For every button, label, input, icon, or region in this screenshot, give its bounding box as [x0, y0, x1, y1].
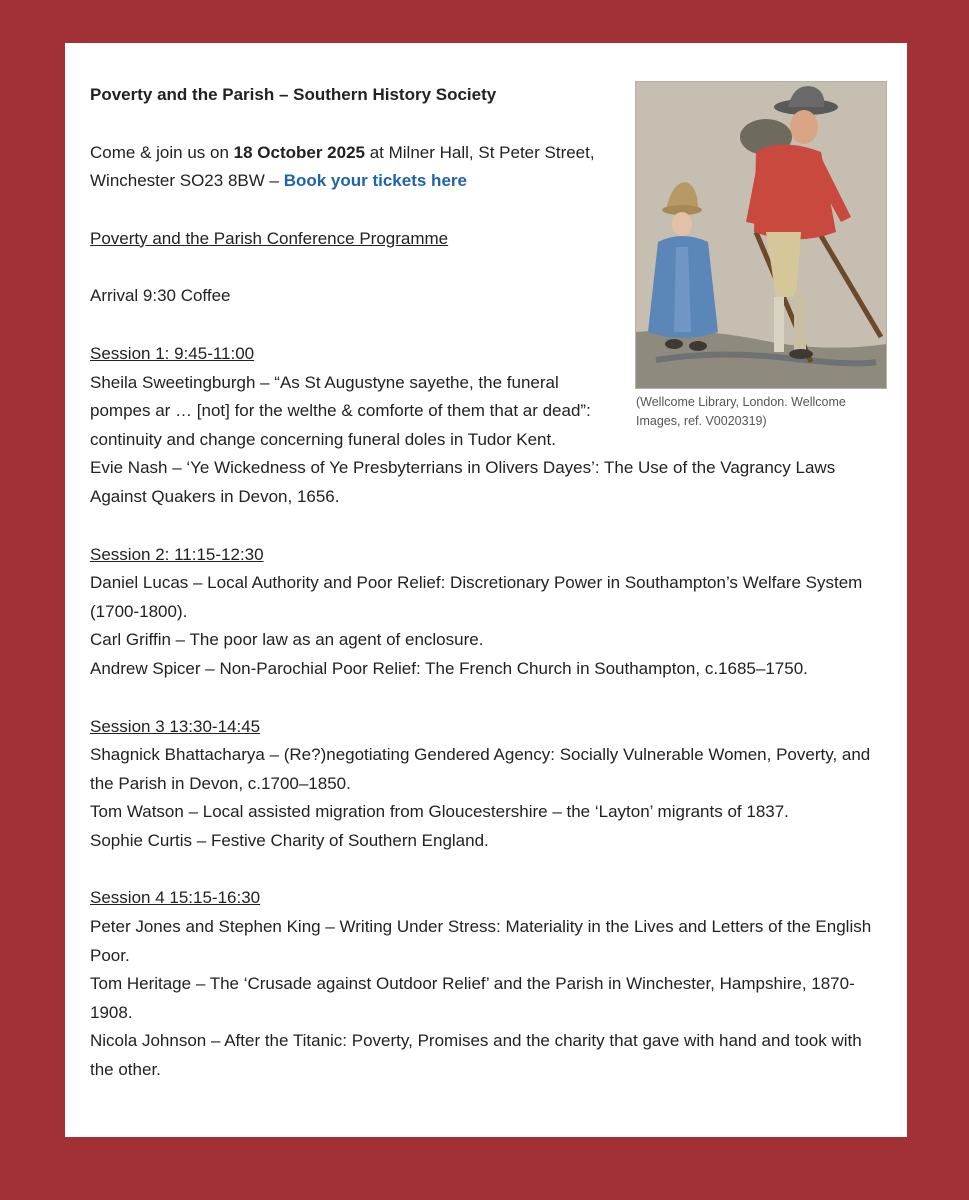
session-2-talk: Daniel Lucas – Local Authority and Poor Relief: Discretionary Power in Southampton’s Welfare System (1700-1800). [90, 573, 863, 621]
session-3-talk: Shagnick Bhattacharya – (Re?)negotiating Gendered Agency: Socially Vulnerable Women, Poverty, and the Parish in Devon, c.1700–1850. [90, 745, 871, 793]
event-date: 18 October 2025 [233, 142, 365, 162]
session-4-talk: Nicola Johnson – After the Titanic: Poverty, Promises and the charity that gave with hand and took with the other. [90, 1031, 862, 1080]
event-card [65, 43, 907, 1137]
arrival-text: Arrival 9:30 Coffee [90, 286, 231, 306]
session-3-heading: Session 3 13:30-14:45 [90, 716, 261, 736]
session-2-talk: Andrew Spicer – Non-Parochial Poor Relief: The French Church in Southampton, c.1685–1750. [90, 658, 808, 678]
session-2-talk: Carl Griffin – The poor law as an agent of enclosure. [90, 630, 484, 650]
page-title: Poverty and the Parish – Southern History Society [90, 85, 497, 104]
event-venue: at Milner Hall, St Peter Street, Winchester SO23 8BW – [90, 142, 595, 191]
session-1-heading: Session 1: 9:45-11:00 [90, 343, 255, 363]
programme-link[interactable]: Poverty and the Parish Conference Programme [90, 228, 449, 248]
session-4-talk: Peter Jones and Stephen King – Writing Under Stress: Materiality in the Lives and Letters of the English Poor. [90, 917, 872, 965]
session-1-talk: Sheila Sweetingburgh – “As St Augustyne sayethe, the funeral pompes ar … [not] for the welthe & comforte of them that ar dead”: continuity and change concerning funeral doles in Tudor Kent. [90, 372, 591, 449]
image-caption: (Wellcome Library, London. Wellcome Images, ref. V0020319) [636, 395, 846, 428]
intro-paragraph [90, 139, 615, 196]
book-tickets-link[interactable]: Book your tickets here [283, 171, 467, 191]
illustration-figure [635, 81, 887, 431]
session-3-talk: Sophie Curtis – Festive Charity of Southern England. [90, 830, 489, 850]
session-3-talk: Tom Watson – Local assisted migration from Gloucestershire – the ‘Layton’ migrants of 1837. [90, 802, 789, 822]
intro-prefix: Come & join us on [90, 142, 234, 162]
session-4-heading: Session 4 15:15-16:30 [90, 888, 261, 908]
session-2-heading: Session 2: 11:15-12:30 [90, 544, 264, 564]
session-4-talk: Tom Heritage – The ‘Crusade against Outdoor Relief’ and the Parish in Winchester, Hampshire, 1870-1908. [90, 974, 855, 1022]
session-1-talk: Evie Nash – ‘Ye Wickedness of Ye Presbyterrians in Olivers Dayes’: The Use of the Vagrancy Laws Against Quakers in Devon, 1656. [90, 458, 836, 506]
beggars-painting-image [635, 81, 887, 389]
